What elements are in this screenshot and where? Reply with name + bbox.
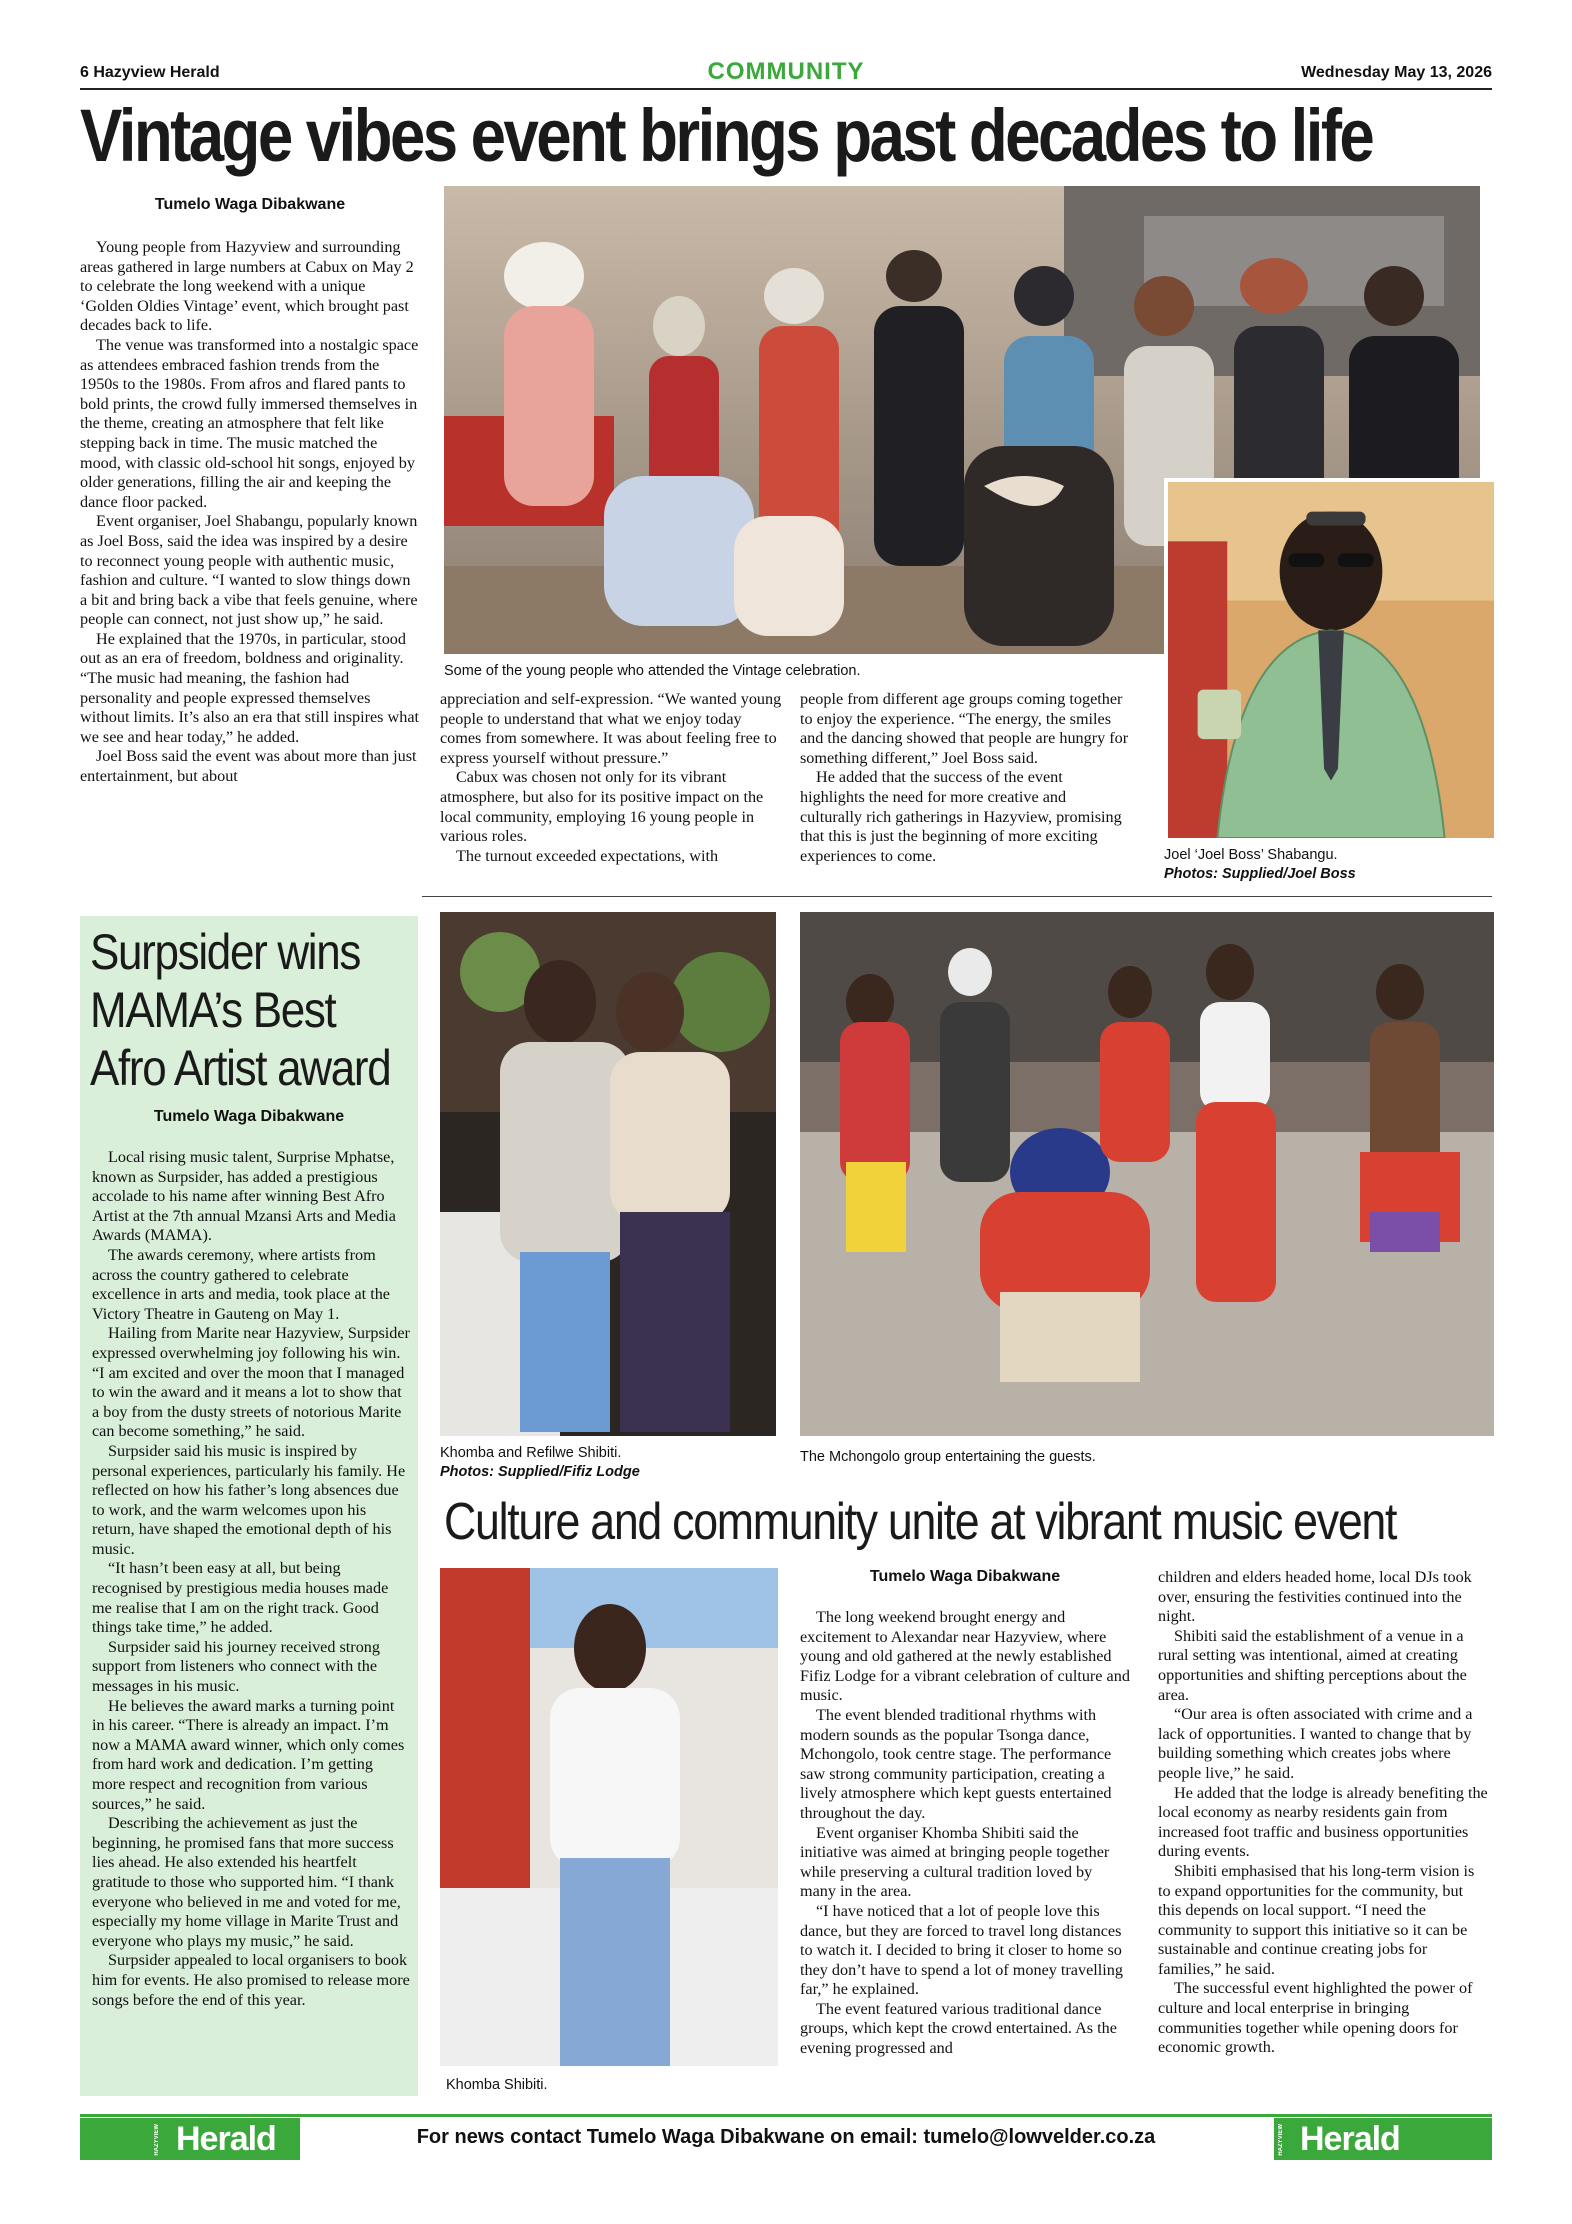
paragraph: Event organiser, Joel Shabangu, popularly known as Joel Boss, said the idea was inspired by a desire to reconnect young people with authentic music, fashion and culture. “I wanted to slow things down a bit and bring back a vibe that feels genuine, where people can connect, not just show up,” he said. xyxy=(80,512,418,629)
lead-column-3 xyxy=(800,690,1130,890)
paragraph: “Our area is often associated with crime and a lack of opportunities. I wanted to change that by building something which creates jobs where people live,” he said. xyxy=(1158,1705,1473,1782)
music-byline: Tumelo Waga Dibakwane xyxy=(869,1568,1061,1585)
khomba-refilwe-photo xyxy=(440,912,776,1436)
khomba-refilwe-caption: Khomba and Refilwe Shibiti. xyxy=(440,1445,622,1461)
music-headline: Culture and community unite at vibrant music event xyxy=(444,1493,1397,1551)
paragraph: Shibiti emphasised that his long-term vision is to expand opportunities for the community, but this depends on local support. “I need the community to support this initiative so it can be sustainable and continue creating jobs for families,” he said. xyxy=(1158,1861,1475,1978)
paragraph: Describing the achievement as just the beginning, he promised fans that more success lies ahead. He also extended his heartfelt gratitude to those who supported him. “I thank everyone who believed in me and voted for me, especially my home village in Marite Trust and everyone who plays my music,” he said. xyxy=(92,1814,401,1950)
khomba-shibiti-portrait xyxy=(440,1568,778,2066)
paragraph: The successful event highlighted the power of culture and local enterprise in bringing communities together while opening doors for economic growth. xyxy=(1158,1979,1473,2057)
paragraph: The awards ceremony, where artists from across the country gathered to celebrate excellence in arts and media, took place at the Victory Theatre in Gauteng on May 1. xyxy=(92,1245,390,1323)
paragraph: appreciation and self-expression. “We wanted young people to understand that what we enjoy today comes from somewhere. It was about feeling free to express yourself without pressure.” xyxy=(440,690,782,767)
paragraph: The turnout exceeded expectations, with xyxy=(456,846,719,865)
paragraph: Hailing from Marite near Hazyview, Surpsider expressed overwhelming joy following his win. “I am excited and over the moon that I managed to win the award and it means a lot to show that a boy from the dusty streets of notorious Marite can become something,” he said. xyxy=(92,1324,410,1441)
joel-portrait-caption: Joel ‘Joel Boss’ Shabangu. xyxy=(1164,847,1338,863)
paragraph: Surpsider said his journey received strong support from listeners who connect with the messages in his music. xyxy=(92,1637,380,1696)
music-column-2 xyxy=(1158,1568,1488,2096)
paragraph: Cabux was chosen not only for its vibrant atmosphere, but also for its positive impact on the local community, employing 16 young people in various roles. xyxy=(440,768,764,846)
khomba-portrait-caption: Khomba Shibiti. xyxy=(446,2077,548,2093)
paragraph: Shibiti said the establishment of a venue in a rural setting was intentional, aimed at creating opportunities and shifting perceptions about the area. xyxy=(1158,1626,1467,1704)
paragraph: He explained that the 1970s, in particular, stood out as an era of freedom, boldness and originality. “The music had meaning, the fashion had personality and people expressed themselves without limits. It’s also an era that still inspires what we see and hear today,” he added. xyxy=(80,629,419,746)
khomba-refilwe-credit: Photos: Supplied/Fifiz Lodge xyxy=(440,1464,640,1480)
paragraph: He added that the lodge is already benefiting the local economy as nearby residents gain from increased foot traffic and business opportunities during events. xyxy=(1158,1783,1488,1861)
paragraph: Young people from Hazyview and surrounding areas gathered in large numbers at Cabux on May 2 to celebrate the long weekend with a unique ‘Golden Oldies Vintage’ event, which brought past decades back to life. xyxy=(80,238,414,335)
paragraph: Surpsider said his music is inspired by personal experiences, particularly his family. He reflected on how his father’s long absences due to work, and the warm welcomes upon his return, have shaped the emotional depth of his music. xyxy=(92,1441,406,1558)
paragraph: The event blended traditional rhythms with modern sounds as the popular Tsonga dance, Mchongolo, took centre stage. The performance saw strong community participation, creating a lively atmosphere which kept guests entertained throughout the day. xyxy=(800,1705,1112,1822)
joel-boss-portrait xyxy=(1164,478,1494,838)
section-label: COMMUNITY xyxy=(707,58,865,85)
lead-column-2 xyxy=(440,690,786,890)
lead-column-1 xyxy=(80,238,420,888)
mchongolo-caption: The Mchongolo group entertaining the guests. xyxy=(800,1449,1096,1465)
paragraph: Joel Boss said the event was about more than just entertainment, but about xyxy=(80,747,417,786)
logo-small-text: HAZYVIEW xyxy=(154,2124,160,2156)
footer-contact: For news contact Tumelo Waga Dibakwane on email: tumelo@lowvelder.co.za xyxy=(416,2126,1156,2148)
mchongolo-dancers-photo xyxy=(800,912,1494,1436)
logo-text: Herald xyxy=(1300,2120,1400,2158)
top-rule xyxy=(80,88,1492,90)
paragraph: Event organiser Khomba Shibiti said the initiative was aimed at bringing people together while preserving a cultural tradition loved by many in the area. xyxy=(800,1823,1110,1901)
lead-byline: Tumelo Waga Dibakwane xyxy=(154,196,346,213)
sidebar-headline-line-1: Surpsider wins xyxy=(90,924,361,980)
logo-small-text: HAZYVIEW xyxy=(1278,2124,1284,2156)
sidebar-headline-line-2: MAMA’s Best xyxy=(90,982,336,1038)
sidebar-byline: Tumelo Waga Dibakwane xyxy=(153,1108,345,1125)
section-divider xyxy=(422,896,1492,897)
paragraph: “I have noticed that a lot of people love this dance, but they are forced to travel long distances to watch it. I decided to bring it closer to home so they don’t have to spend a lot of money travelling far,” he explained. xyxy=(800,1901,1123,1999)
issue-date: Wednesday May 13, 2026 xyxy=(1301,64,1492,81)
music-column-1 xyxy=(800,1608,1130,2096)
paragraph: He believes the award marks a turning point in his career. “There is already an impact. I’m now a MAMA award winner, which only comes from hard work and dedication. I’m getting more respect and recognition from various sources,” he said. xyxy=(92,1696,405,1813)
logo-text: Herald xyxy=(176,2120,276,2158)
herald-logo-right xyxy=(1274,2118,1424,2160)
sidebar-body xyxy=(92,1148,410,2088)
paragraph: “It hasn’t been easy at all, but being recognised by prestigious media houses made me realise that I am on the right track. Good things take time,” he added. xyxy=(92,1559,389,1637)
footer-green-block-left xyxy=(80,2118,150,2160)
paragraph: The event featured various traditional dance groups, which kept the crowd entertained. As the evening progressed and xyxy=(800,1999,1117,2058)
paragraph: people from different age groups coming together to enjoy the experience. “The energy, the smiles and the dancing showed that people are hungry for something different,” Joel Boss said. xyxy=(800,690,1129,767)
paragraph: The long weekend brought energy and excitement to Alexandar near Hazyview, where young and old gathered at the newly established Fifiz Lodge for a vibrant celebration of culture and music. xyxy=(800,1608,1130,1705)
vintage-photo-caption: Some of the young people who attended the Vintage celebration. xyxy=(444,663,861,679)
paragraph: Surpsider appealed to local organisers to book him for events. He also promised to release more songs before the end of this year. xyxy=(92,1951,410,2009)
page-folio: 6 Hazyview Herald xyxy=(80,64,220,81)
paragraph: children and elders headed home, local DJs took over, ensuring the festivities continued into the night. xyxy=(1158,1568,1472,1626)
lead-headline: Vintage vibes event brings past decades to life xyxy=(80,94,1373,177)
paragraph: The venue was transformed into a nostalgic space as attendees embraced fashion trends from the 1950s to the 1980s. From afros and flared pants to bold prints, the crowd fully immersed themselves in the theme, creating an atmosphere that felt like stepping back in time. The music matched the mood, with classic old-school hit songs, enjoyed by older generations, filling the air and keeping the dance floor packed. xyxy=(80,335,419,511)
sidebar-headline-line-3: Afro Artist award xyxy=(90,1040,391,1096)
paragraph: He added that the success of the event highlights the need for more creative and culturally rich gatherings in Hazyview, promising that this is just the beginning of more exciting experiences to come. xyxy=(800,768,1122,865)
paragraph: Local rising music talent, Surprise Mphatse, known as Surpsider, has added a prestigious accolade to his name after winning Best Afro Artist at the 7th annual Mzansi Arts and Media Awards (MAMA). xyxy=(92,1148,396,1245)
joel-portrait-credit: Photos: Supplied/Joel Boss xyxy=(1164,866,1356,882)
footer-green-block-right xyxy=(1424,2118,1492,2160)
